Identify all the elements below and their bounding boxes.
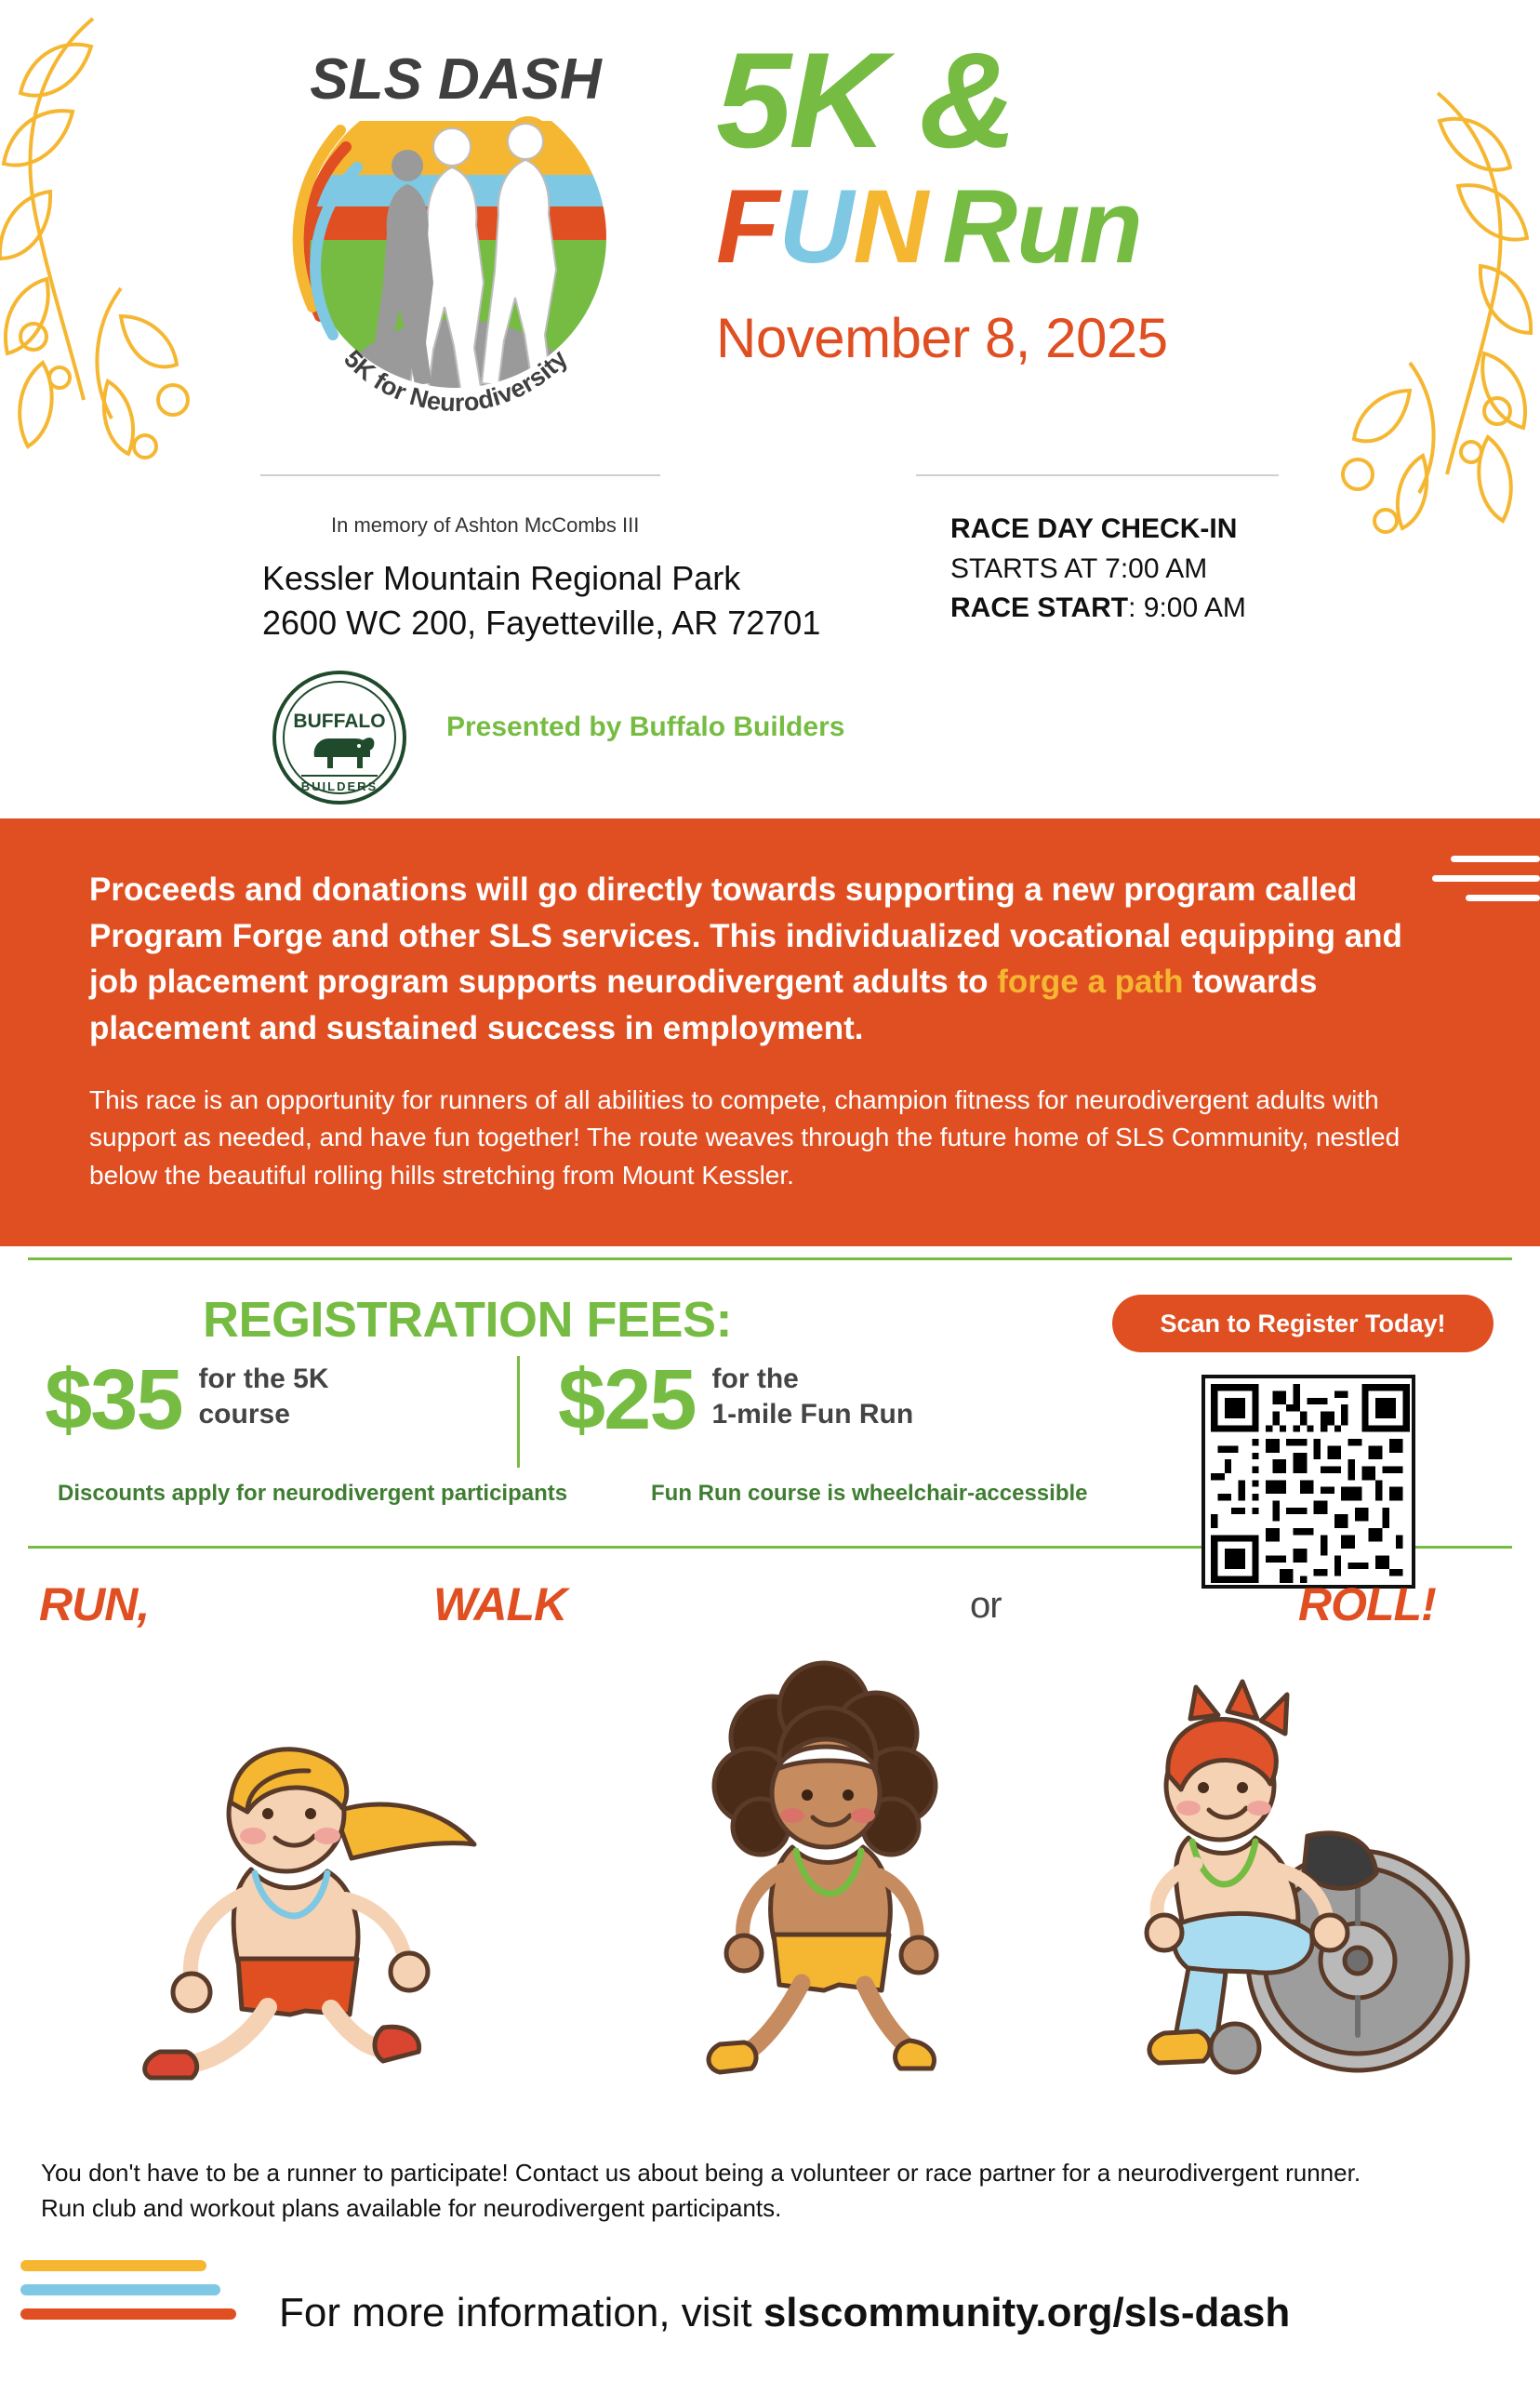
divider-left (260, 474, 660, 476)
word-or: or (970, 1585, 1002, 1626)
discount-note: Discounts apply for neurodivergent participants (58, 1481, 568, 1506)
fees-divider-top (28, 1257, 1512, 1260)
title-letter-u: U (778, 168, 854, 285)
word-run: RUN, (39, 1578, 150, 1630)
price-fun-run-group (558, 1352, 914, 1447)
price-fun-desc-line1: for the (711, 1363, 799, 1395)
band-decoration-lines (1428, 856, 1540, 914)
footer-note-line-1: You don't have to be a runner to participate! Contact us about being a volunteer or race partner for a neurodivergent runner. (41, 2159, 1361, 2187)
accessibility-note: Fun Run course is wheelchair-accessible (651, 1481, 1088, 1506)
sls-dash-logo (260, 28, 651, 446)
footer-info (279, 2290, 1290, 2336)
title-fun-run (716, 168, 1293, 285)
band-lead-highlight: forge a path (997, 964, 1184, 1001)
logo-subtitle: 5K for Neurodiversity (339, 344, 573, 418)
address-line-2: 2600 WC 200, Fayetteville, AR 72701 (262, 603, 821, 642)
price-5k-desc-line2: course (198, 1398, 290, 1430)
race-start-label: RACE START (950, 592, 1129, 624)
qr-code[interactable] (1201, 1375, 1415, 1589)
price-fun-desc-line2: 1-mile Fun Run (711, 1398, 914, 1430)
title-block (716, 24, 1293, 370)
title-letter-f: F (716, 168, 779, 285)
band-lead-text (89, 867, 1451, 1052)
title-letter-n: N (853, 168, 928, 285)
sponsor-logo-top-text: BUFFALO (293, 711, 386, 732)
logo-title: SLS DASH (310, 47, 602, 112)
runner-illustration-running (56, 1672, 539, 2086)
band-lead-part1: Proceeds and donations will go directly towards supporting a new program called Program Forge and other SLS services. This individualized vocational equipping and job placement program supports neurodivergent adults to (89, 871, 1402, 1001)
price-5k-amount: $35 (45, 1352, 182, 1447)
address-line-1: Kessler Mountain Regional Park (262, 559, 741, 597)
runners-section (0, 1561, 1540, 2137)
scan-to-register-badge[interactable]: Scan to Register Today! (1112, 1295, 1494, 1352)
memorial-text: In memory of Ashton McCombs III (331, 513, 640, 537)
footer-note (41, 2156, 1501, 2226)
footer-decoration-bars (20, 2260, 244, 2333)
registration-fees-section (0, 1246, 1540, 1553)
race-start-time: : 9:00 AM (1128, 592, 1246, 624)
runner-illustration-wheelchair (1079, 1654, 1507, 2095)
footer-note-line-2: Run club and workout plans available for neurodivergent participants. (41, 2193, 782, 2222)
checkin-label: RACE DAY CHECK-IN (950, 513, 1238, 544)
footer-info-url[interactable]: slscommunity.org/sls-dash (763, 2290, 1291, 2335)
proceeds-band (0, 818, 1540, 1246)
buffalo-builders-logo (270, 668, 409, 807)
footer-info-prefix: For more information, visit (279, 2290, 763, 2335)
price-divider (517, 1356, 520, 1468)
title-5k: 5K & (716, 24, 1015, 176)
poster-header (0, 0, 1540, 818)
word-roll: ROLL! (1298, 1578, 1436, 1630)
price-fun-run-amount: $25 (558, 1352, 696, 1447)
fees-title: REGISTRATION FEES: (203, 1292, 733, 1348)
price-5k-description (199, 1362, 329, 1431)
price-5k-desc-line1: for the 5K (198, 1363, 329, 1395)
sponsor-logo-bottom-text: BUILDERS (300, 779, 378, 793)
runner-illustration-walking (642, 1654, 1032, 2095)
word-walk: WALK (433, 1578, 567, 1630)
band-lead-part2: towards placement and sustained success in employment. (89, 964, 1318, 1047)
race-day-info (950, 510, 1246, 629)
price-5k-group (45, 1352, 329, 1447)
event-address (262, 556, 820, 645)
band-body-text: This race is an opportunity for runners of all abilities to compete, champion fitness for neurodivergent adults with support as needed, and have fun together! The route weaves through the future home of SLS Community, nestled below the beautiful rolling hills stretching from Mount Kessler. (89, 1084, 1401, 1190)
price-fun-run-description (712, 1362, 914, 1431)
checkin-time: STARTS AT 7:00 AM (950, 552, 1208, 584)
presented-by-text: Presented by Buffalo Builders (446, 712, 845, 742)
title-word-run: Run (942, 168, 1142, 285)
divider-right (916, 474, 1279, 476)
event-date: November 8, 2025 (716, 306, 1168, 369)
